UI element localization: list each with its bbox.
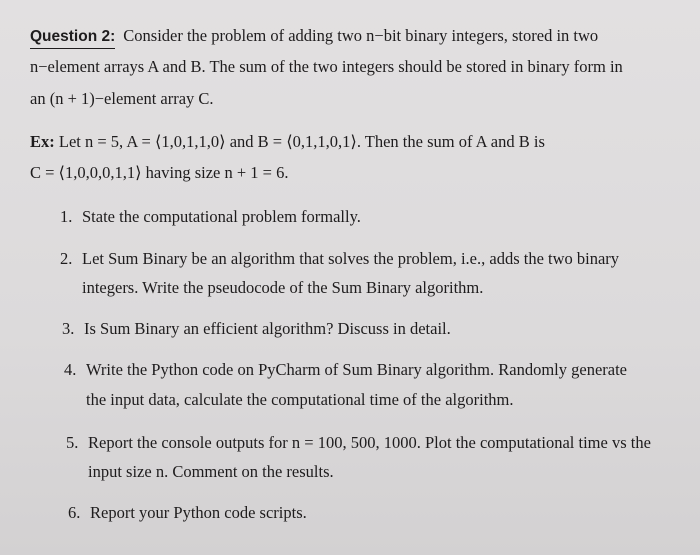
example-text-1: Let n = 5, A = ⟨1,0,1,1,0⟩ and B = ⟨0,1,1,0,1⟩. Then the sum of A and B is <box>58 132 545 151</box>
task-number: 3. <box>62 319 75 338</box>
task-1 <box>60 207 361 227</box>
example-line-1 <box>30 132 545 152</box>
task-text: Report your Python code scripts. <box>90 503 307 522</box>
task-text: Report the console outputs for n = 100, 500, 1000. Plot the computational time vs the <box>88 433 651 452</box>
task-5-continuation: input size n. Comment on the results. <box>88 462 334 481</box>
task-4-continuation: the input data, calculate the computational time of the algorithm. <box>86 390 514 409</box>
question-line-1 <box>30 26 598 49</box>
task-6 <box>68 503 307 523</box>
task-text: Write the Python code on PyCharm of Sum Binary algorithm. Randomly generate <box>86 360 627 379</box>
task-number: 5. <box>66 433 79 452</box>
question-text-1: Consider the problem of adding two n−bit binary integers, stored in two <box>123 26 599 45</box>
task-4 <box>64 360 627 380</box>
task-number: 1. <box>60 207 73 226</box>
task-number: 4. <box>64 360 77 379</box>
task-text: State the computational problem formally. <box>82 207 361 226</box>
task-3 <box>62 319 451 339</box>
task-text: Is Sum Binary an efficient algorithm? Discuss in detail. <box>84 319 451 338</box>
example-line-2: C = ⟨1,0,0,0,1,1⟩ having size n + 1 = 6. <box>30 163 289 182</box>
task-number: 2. <box>60 249 73 268</box>
example-label: Ex: <box>30 132 55 151</box>
question-line-2: n−element arrays A and B. The sum of the two integers should be stored in binary form in <box>30 57 623 76</box>
question-label-underline <box>30 26 115 49</box>
question-label: Question 2: <box>30 28 116 45</box>
task-5 <box>66 433 651 453</box>
task-number: 6. <box>68 503 81 522</box>
task-2 <box>60 249 619 269</box>
task-text: Let Sum Binary be an algorithm that solves the problem, i.e., adds the two binary <box>82 249 620 268</box>
question-line-3: an (n + 1)−element array C. <box>30 89 214 108</box>
task-2-continuation: integers. Write the pseudocode of the Sum Binary algorithm. <box>82 278 484 297</box>
